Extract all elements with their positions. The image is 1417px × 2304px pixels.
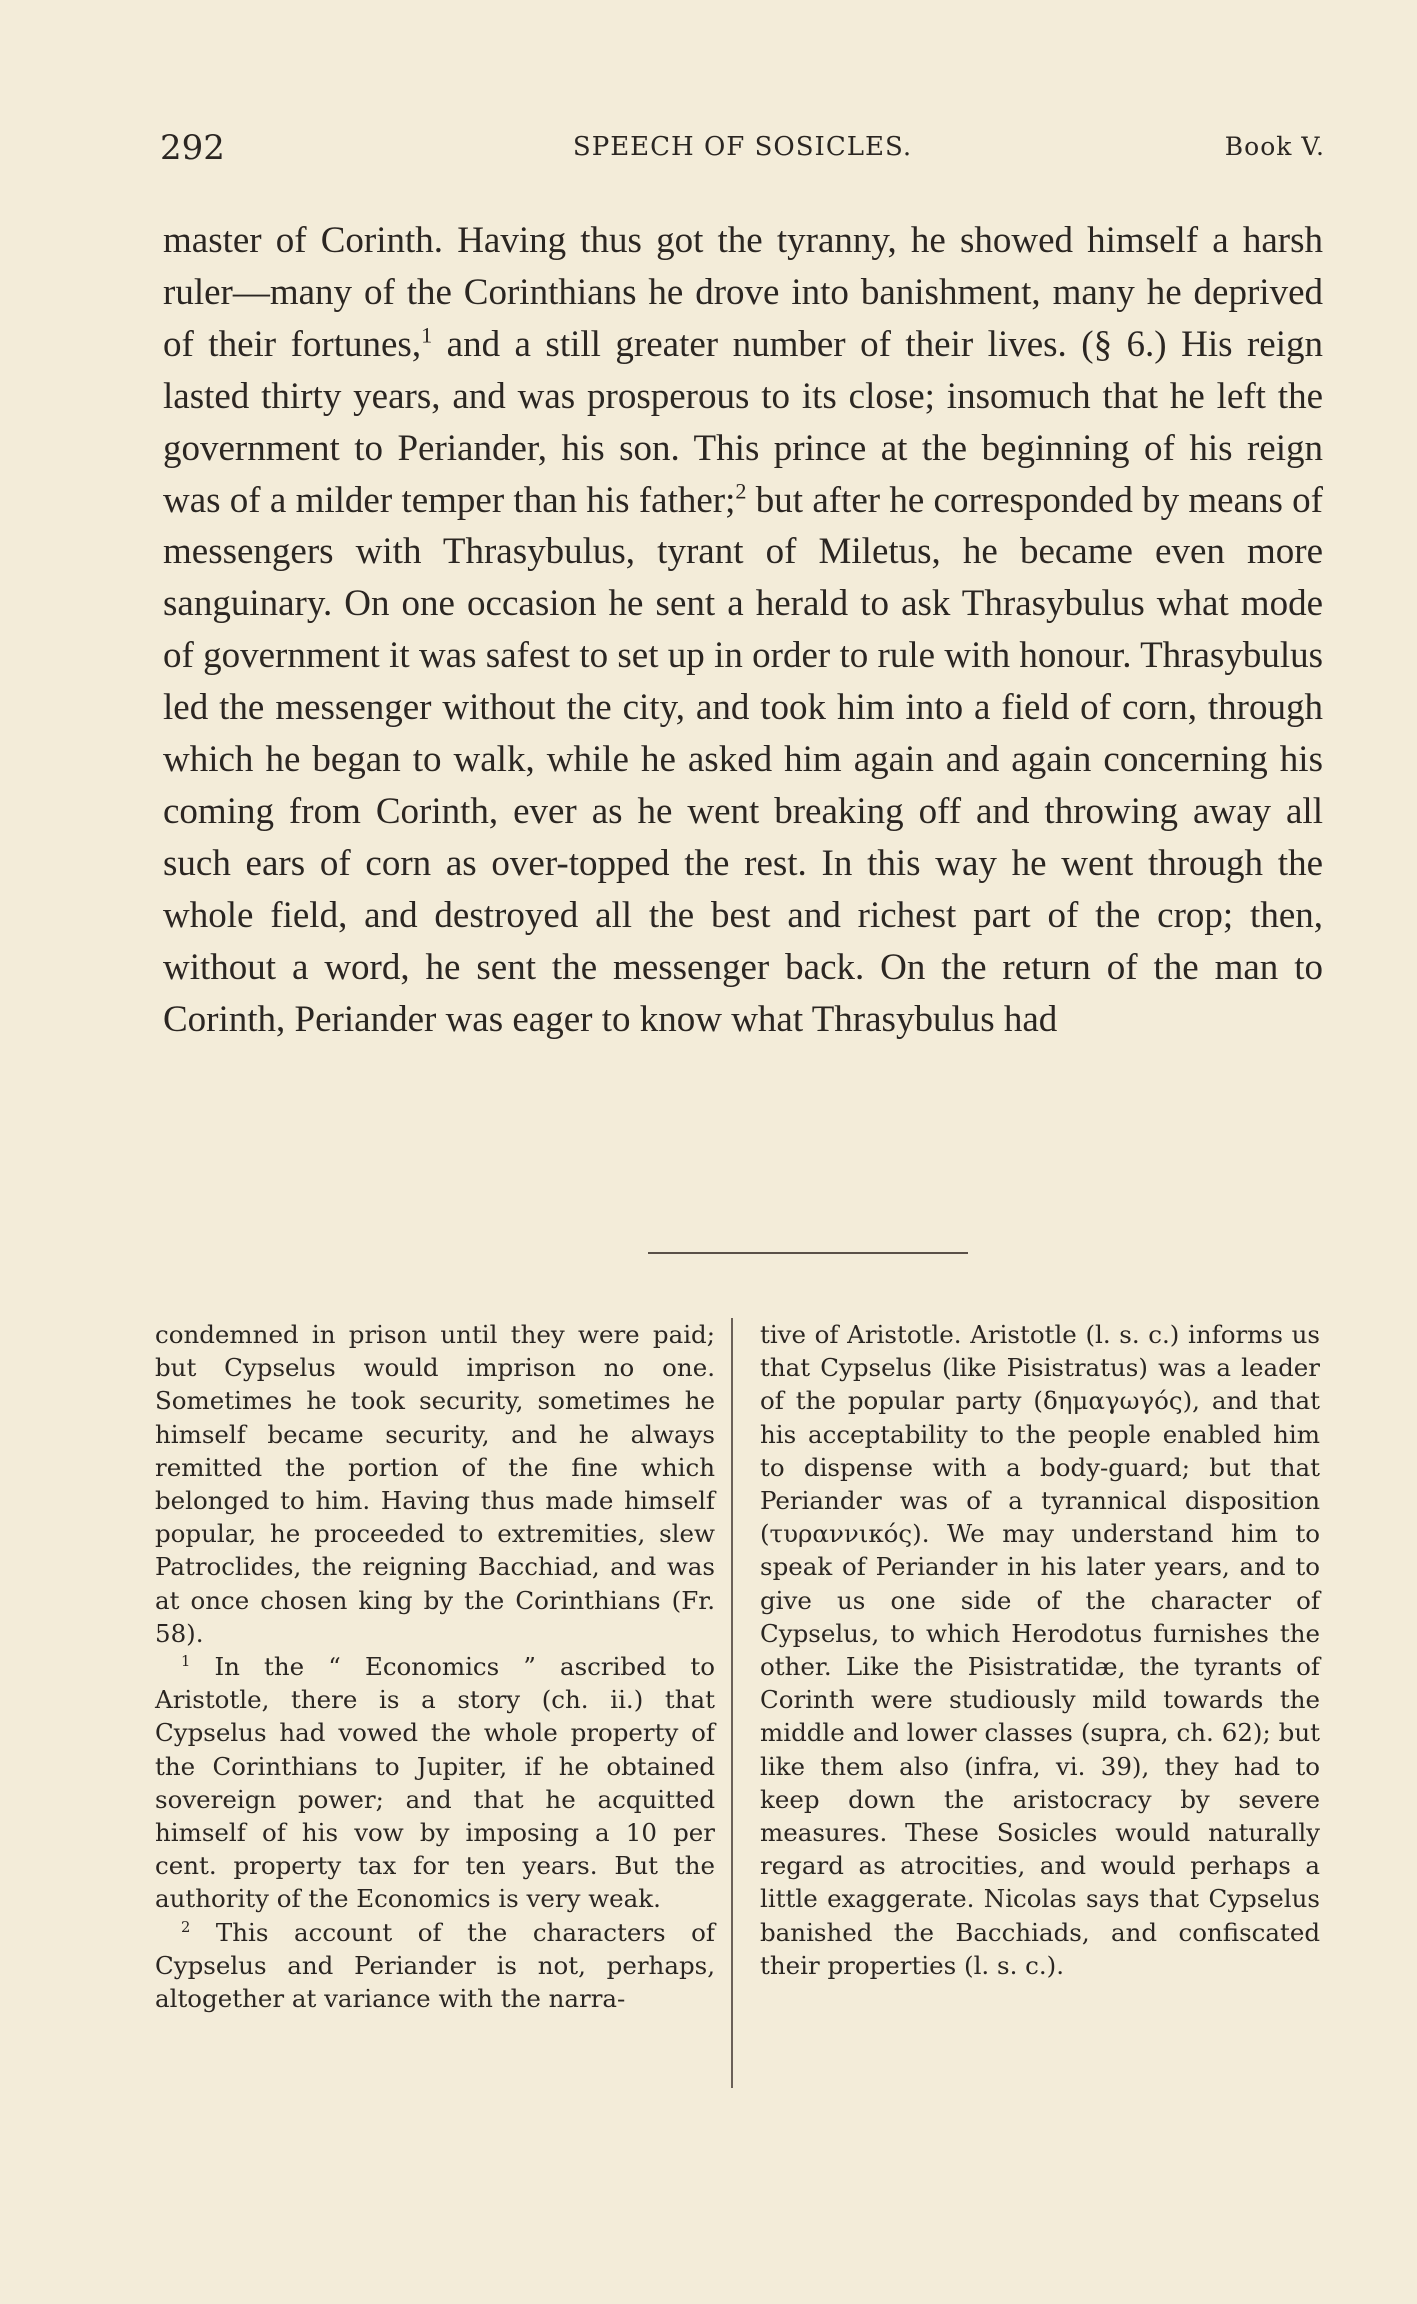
footnote-2-continuation: tive of Aristotle. Aristotle (l. s. c.) informs us that Cypselus (like Pisistratus) was a leader of the popular party (δημαγωγός), and that his acceptability to the people enabled him to dispense with a body-guard; but that Periander was of a tyrannical disposition (τυραννικός). We may understand him to speak of Periander in his later years, and to give us one side of the character of Cypselus, to which Herodotus furnishes the other. Like the Pisistratidæ, the tyrants of Corinth were studiously mild towards the middle and lower classes (supra, ch. 62); but like them also (infra, vi. 39), they had to keep down the aristocracy by severe measures. These Sosicles would naturally regard as atrocities, and would perhaps a little exaggerate. Nicolas says that Cypselus banished the Bacchiads, and confiscated their properties (l. s. c.).	[760, 1320, 1320, 1980]
footnote-1	[155, 1650, 715, 1916]
running-title: SPEECH OF SOSICLES.	[572, 132, 913, 162]
main-text	[163, 215, 1323, 1046]
footnote-column-right	[760, 1318, 1320, 1982]
footnote-separator-rule	[648, 1252, 968, 1254]
footnote-2-text: This account of the characters of Cypselus and Periander is not, perhaps, altogether at variance with the narra-	[155, 1917, 715, 2014]
footnote-ref-2: 2	[735, 478, 747, 504]
main-text-part-3: but after he corresponded by means of messengers with Thrasybulus, tyrant of Miletus, he became even more sanguinary. On one occasion he sent a herald to ask Thrasybulus what mode of government it was safest to set up in order to rule with honour. Thrasybulus led the messenger without the city, and took him into a field of corn, through which he began to walk, while he asked him again and again concerning his coming from Corinth, ever as he went breaking off and throwing away all such ears of corn as over-topped the rest. In this way he went through the whole field, and destroyed all the best and richest part of the crop; then, without a word, he sent the messenger back. On the return of the man to Corinth, Periander was eager to know what Thrasybulus had	[163, 479, 1323, 1040]
footnote-2-marker: 2	[181, 1918, 191, 1936]
footnotes	[155, 1318, 1325, 2093]
footnote-continuation: condemned in prison until they were paid; but Cypselus would imprison no one. Sometimes he took security, sometimes he himself became security, and he always remitted the portion of the fine which belonged to him. Having thus made himself popular, he proceeded to extremities, slew Patroclides, the reigning Bacchiad, and was at once chosen king by the Corinthians (Fr. 58).	[155, 1320, 715, 1648]
footnote-1-marker: 1	[181, 1652, 191, 1670]
page-header	[160, 128, 1325, 168]
main-text-part-1: master of Corinth. Having thus got the tyranny, he showed himself a harsh ruler—many of the Corinthians he drove into banishment, many he deprived of their fortunes,	[163, 220, 1323, 365]
footnote-column-left	[155, 1318, 715, 2015]
footnote-2	[155, 1916, 715, 2016]
book-label: Book V.	[1224, 132, 1325, 161]
main-text-part-2: and a still greater number of their lives. (§ 6.) His reign lasted thirty years, and was prosperous to its close; insomuch that he left the government to Periander, his son. This prince at the beginning of his reign was of a milder temper than his father;	[163, 323, 1323, 521]
page-number: 292	[160, 128, 225, 168]
footnote-1-text: In the “ Economics ” ascribed to Aristotle, there is a story (ch. ii.) that Cypselus had vowed the whole property of the Corinthians to Jupiter, if he obtained sovereign power; and that he acquitted himself of his vow by imposing a 10 per cent. property tax for ten years. But the authority of the Economics is very weak.	[155, 1652, 715, 1914]
footnote-column-divider	[731, 1318, 733, 2088]
footnote-ref-1: 1	[421, 322, 433, 348]
